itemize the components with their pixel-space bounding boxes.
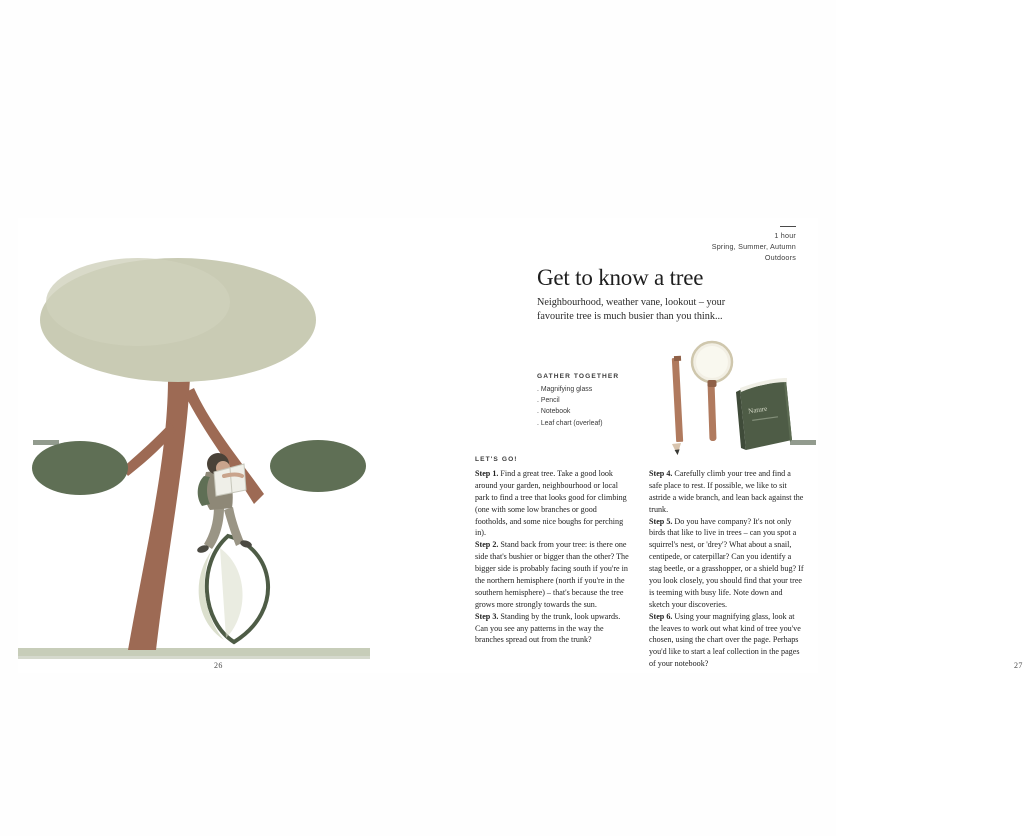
step-text: Stand back from your tree: is there one side that's bushier or bigger than the other? The bigger side is probably facing south if you're in the northern hemisphere (north if you're in the southern hemisphere) – that's because the tree grows more strongly towards the sun. (475, 540, 629, 609)
step-label: Step 1. (475, 469, 499, 478)
step-label: Step 5. (649, 516, 673, 526)
list-item: . Pencil (537, 395, 687, 406)
left-page (18, 218, 418, 673)
page-title: Get to know a tree (537, 265, 704, 290)
book-spread (18, 218, 1023, 673)
page-number-right: 27 (1014, 661, 1023, 670)
page-standfirst: Neighbourhood, weather vane, lookout – your favourite tree is much busier than you think... (537, 297, 726, 323)
meta-rule (780, 226, 796, 227)
lets-go-columns (475, 468, 805, 670)
lets-go-column-right (649, 468, 805, 670)
lets-go-section (475, 456, 805, 670)
activity-meta (712, 226, 796, 263)
step-item (475, 611, 631, 647)
step-item (475, 539, 631, 610)
tree-canopy-left (32, 441, 128, 495)
step-item (475, 468, 631, 539)
step-label: Step 2. (475, 540, 499, 550)
step-label: Step 6. (649, 611, 673, 621)
tools-illustration (640, 336, 810, 461)
list-item: . Notebook (537, 406, 687, 417)
svg-text:Nature: Nature (747, 404, 768, 416)
lets-go-heading: LET'S GO! (475, 456, 518, 463)
decorative-rule-left (33, 440, 59, 445)
step-label: Step 3. (475, 611, 499, 621)
gather-heading: GATHER TOGETHER (537, 373, 620, 380)
meta-location: Outdoors (764, 253, 796, 263)
step-item (649, 468, 805, 516)
step-text: Using your magnifying glass, look at the leaves to work out what kind of tree you've chosen, using the chart over the page. Perhaps you'd like to start a leaf collection in the pages of your notebook? (649, 611, 801, 669)
step-text: Carefully climb your tree and find a safe place to rest. If possible, we like to sit astride a wide branch, and lean back against the trunk. (649, 469, 804, 514)
magnifying-glass-icon (692, 342, 732, 441)
step-text: Find a great tree. Take a good look around your garden, neighbourhood or local park to find a tree that looks good for climbing (one with some low branches or good footholds, and some nice boughs for perching in). (475, 469, 627, 538)
decorative-rule-right (790, 440, 816, 445)
tree-illustration (18, 218, 418, 673)
meta-duration: 1 hour (774, 231, 796, 240)
ground-line (18, 648, 370, 656)
step-item (649, 516, 805, 611)
pencil-icon (672, 356, 683, 455)
list-item: . Leaf chart (overleaf) (537, 418, 687, 429)
meta-seasons: Spring, Summer, Autumn (711, 242, 796, 252)
list-item: . Magnifying glass (537, 384, 687, 395)
step-label: Step 4. (649, 469, 673, 478)
step-item (649, 611, 805, 670)
step-text: Do you have company? It's not only birds that like to live in trees – can you spot a squirrel's nest, or 'drey'? What about a snail, centipede, or caterpillar? Can you identify a stag beetle, or a grasshopper, or a shield bug? If you look closely, you should find that your tree is teeming with busy life. Note down and sketch your discoveries. (649, 516, 804, 609)
lets-go-column-left (475, 468, 631, 670)
tree-canopy-right (270, 440, 366, 492)
page-number-left: 26 (214, 661, 223, 670)
step-text: Standing by the trunk, look upwards. Can you see any patterns in the way the branches spread out from the trunk? (475, 611, 621, 645)
notebook-icon (736, 378, 792, 450)
tree-trunk (128, 378, 190, 650)
